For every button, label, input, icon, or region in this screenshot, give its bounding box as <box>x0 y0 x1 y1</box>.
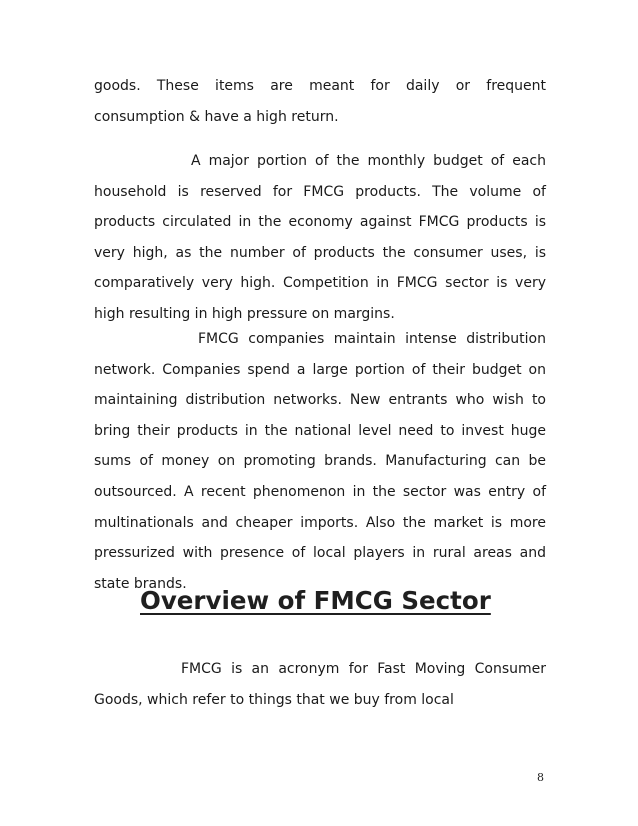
paragraph-goods: goods. These items are meant for daily or frequent consumption & have a high return. <box>94 78 546 125</box>
paragraph-monthly-budget: A major portion of the monthly budget of each household is reserved for FMCG products. The volume of products circulated in the economy against FMCG products is very high, as the number of products the consumer uses, is comparatively very high. Competition in FMCG sector is very high resulting in high pressure on margins. <box>94 153 546 322</box>
paragraph-fmcg-definition: FMCG is an acronym for Fast Moving Consumer Goods, which refer to things that we buy from local <box>94 661 546 708</box>
section-heading: Overview of FMCG Sector <box>140 586 491 615</box>
paragraph-distribution: FMCG companies maintain intense distribution network. Companies spend a large portion of their budget on maintaining distribution networks. New entrants who wish to bring their products in the national level need to invest huge sums of money on promoting brands. Manufacturing can be outsourced. A recent phenomenon in the sector was entry of multinationals and cheaper imports. Also the market is more pressurized with presence of local players in rural areas and state brands. <box>94 331 546 592</box>
page-number: 8 <box>537 771 544 784</box>
